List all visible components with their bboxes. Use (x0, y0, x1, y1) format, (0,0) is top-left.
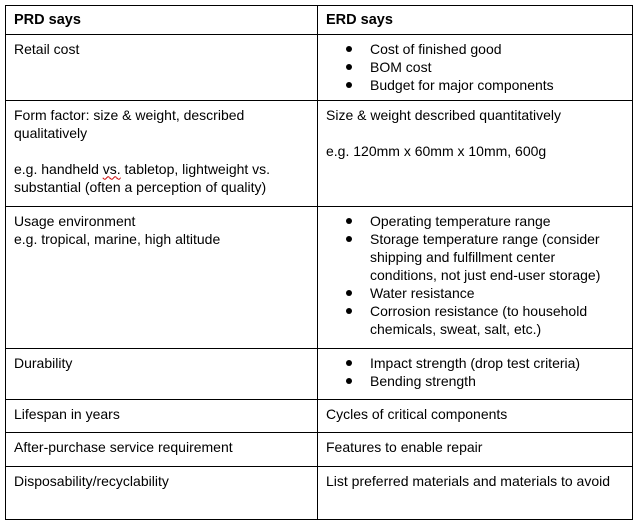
prd-text: Form factor: size & weight, described qualitatively (14, 106, 245, 141)
erd-bullet-list (326, 354, 624, 390)
list-item: Corrosion resistance (to household chemicals, sweat, salt, etc.) (326, 302, 624, 338)
erd-cell (318, 400, 633, 433)
prd-cell (6, 466, 318, 519)
prd-cell (6, 348, 318, 399)
prd-cell (6, 433, 318, 466)
prd-erd-table (5, 5, 633, 520)
prd-text: Durability (14, 354, 73, 371)
list-item: BOM cost (326, 58, 624, 76)
list-item: Bending strength (326, 372, 624, 390)
prd-cell (6, 206, 318, 348)
erd-bullet-list (326, 40, 624, 94)
erd-cell (318, 433, 633, 466)
list-item: Storage temperature range (consider shipping and fulfillment center conditions, not just end-user storage) (326, 230, 624, 284)
erd-cell (318, 206, 633, 348)
table-row (6, 348, 633, 399)
list-item: Operating temperature range (326, 212, 624, 230)
erd-text: Features to enable repair (326, 439, 483, 456)
list-item: Budget for major components (326, 76, 624, 94)
erd-cell (318, 100, 633, 206)
spellcheck-flagged-word: vs. (102, 160, 121, 177)
erd-text: Size & weight described quantitatively (326, 106, 562, 123)
list-item: Cost of finished good (326, 40, 624, 58)
table-row (6, 206, 633, 348)
header-erd: ERD says (318, 6, 633, 35)
prd-text: Retail cost (14, 41, 80, 58)
table-row (6, 100, 633, 206)
erd-bullet-list (326, 212, 624, 338)
prd-example-end: tabletop, lightweight vs. substantial (often a perception of quality) (14, 160, 271, 195)
paragraph-spacer (14, 142, 309, 160)
erd-cell (318, 35, 633, 101)
table-row (6, 400, 633, 433)
prd-text: e.g. tropical, marine, high altitude (14, 230, 221, 247)
list-item: Water resistance (326, 284, 624, 302)
prd-cell (6, 100, 318, 206)
header-prd: PRD says (6, 6, 318, 35)
table-row (6, 466, 633, 519)
erd-cell (318, 466, 633, 519)
prd-example (14, 160, 309, 196)
prd-example-start: e.g. handheld (14, 160, 103, 177)
list-item: Impact strength (drop test criteria) (326, 354, 624, 372)
erd-cell (318, 348, 633, 399)
prd-text: Disposability/recyclability (14, 472, 169, 489)
erd-text: Cycles of critical components (326, 406, 508, 423)
table-header-row (6, 6, 633, 35)
prd-cell (6, 400, 318, 433)
prd-cell (6, 35, 318, 101)
paragraph-spacer (326, 124, 624, 142)
table-row (6, 35, 633, 101)
erd-text: e.g. 120mm x 60mm x 10mm, 600g (326, 142, 547, 159)
prd-text: After-purchase service requirement (14, 439, 233, 456)
prd-text: Lifespan in years (14, 406, 120, 423)
table-row (6, 433, 633, 466)
prd-text: Usage environment (14, 212, 136, 229)
erd-text: List preferred materials and materials to avoid (326, 472, 611, 489)
